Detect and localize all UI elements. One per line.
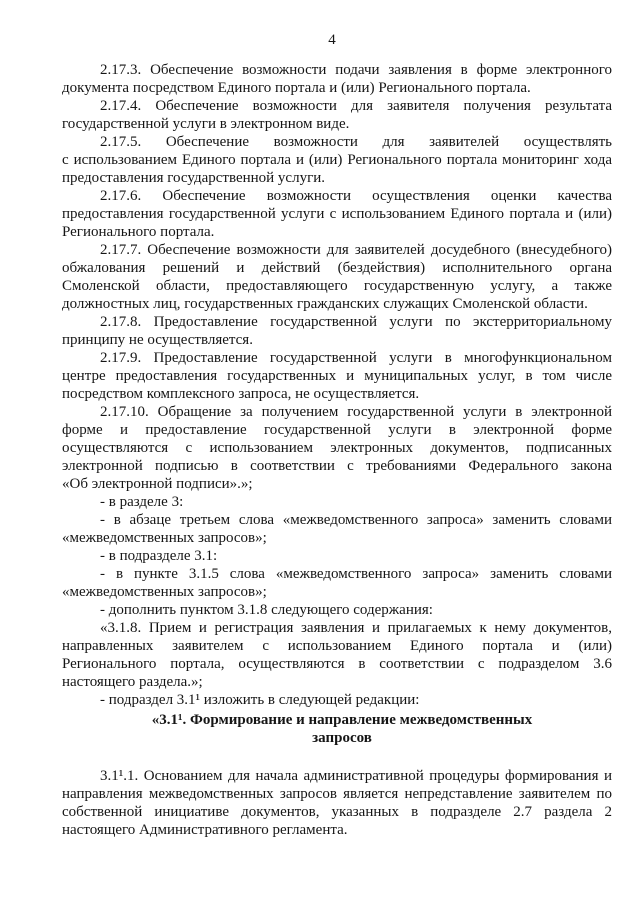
text-line: 2.17.8. Предоставление государственной услуги по экстерриториальному	[100, 314, 612, 330]
text-line: 2.17.5. Обеспечение возможности для заявителей осуществлять	[100, 134, 612, 150]
text-line: «Об электронной подписи».»;	[62, 476, 253, 492]
paragraph-2-17-8	[62, 313, 612, 349]
text-line: настоящего Административного регламента.	[62, 822, 348, 838]
text-line: предоставления государственной услуги.	[62, 170, 326, 186]
heading-line: «3.1¹. Формирование и направление межведомственных	[151, 712, 533, 728]
text-line: должностных лиц, государственных гражданских служащих Смоленской области.	[62, 296, 588, 312]
text-line: 2.17.10. Обращение за получением государственной услуги в электронной	[100, 404, 612, 420]
text-line: - подраздел 3.1¹ изложить в следующей редакции:	[100, 692, 420, 708]
text-line: 2.17.6. Обеспечение возможности осуществления оценки качества	[100, 188, 612, 204]
amendment-add-point	[62, 601, 612, 619]
text-line: 2.17.9. Предоставление государственной услуги в многофункциональном	[100, 350, 612, 366]
paragraph-2-17-3	[62, 61, 612, 97]
text-line: документа посредством Единого портала и (или) Регионального портала.	[62, 80, 531, 96]
text-line: электронной подписью в соответствии с требованиями Федерального закона	[62, 458, 612, 474]
paragraph-3-1-1-1	[62, 767, 612, 839]
text-line: обжалования решений и действий (бездействия) исполнительного органа	[62, 260, 612, 276]
text-line: - в подразделе 3.1:	[100, 548, 218, 564]
document-body	[62, 61, 612, 839]
text-line: Регионального портала.	[62, 224, 215, 240]
text-line: «межведомственных запросов»;	[62, 584, 267, 600]
text-line: «3.1.8. Прием и регистрация заявления и прилагаемых к нему документов,	[100, 620, 612, 636]
paragraph-2-17-9	[62, 349, 612, 403]
text-line: направления межведомственных запросов является непредставление заявителем по	[62, 786, 612, 802]
text-line: государственной услуги в электронном виде.	[62, 116, 350, 132]
paragraph-3-1-8	[62, 619, 612, 691]
text-line: посредством комплексного запроса, не осуществляется.	[62, 386, 420, 402]
paragraph-2-17-6	[62, 187, 612, 241]
text-line: Регионального портала, осуществляются в соответствии с подразделом 3.6	[62, 656, 612, 672]
text-line: центре предоставления государственных и муниципальных услуг, в том числе	[62, 368, 612, 384]
text-line: - в абзаце третьем слова «межведомственного запроса» заменить словами	[100, 512, 612, 528]
text-line: - в разделе 3:	[100, 494, 184, 510]
text-line: с использованием Единого портала и (или) Регионального портала мониторинг хода	[62, 152, 612, 168]
text-line: «межведомственных запросов»;	[62, 530, 267, 546]
text-line: предоставления государственной услуги с использованием Единого портала и (или)	[62, 206, 612, 222]
text-line: осуществляются с использованием электронных документов, подписанных	[62, 440, 612, 456]
amendment-point-3-1-5	[62, 565, 612, 601]
text-line: принципу не осуществляется.	[62, 332, 253, 348]
page-number: 4	[328, 32, 336, 48]
text-line: форме и предоставление государственной услуги в электронной форме	[62, 422, 612, 438]
section-heading	[62, 711, 612, 747]
text-line: 2.17.7. Обеспечение возможности для заявителей досудебного (внесудебного)	[100, 242, 612, 258]
paragraph-2-17-10	[62, 403, 612, 493]
text-line: - дополнить пунктом 3.1.8 следующего содержания:	[100, 602, 433, 618]
text-line: 2.17.4. Обеспечение возможности для заявителя получения результата	[100, 98, 612, 114]
paragraph-2-17-4	[62, 97, 612, 133]
text-line: - в пункте 3.1.5 слова «межведомственного запроса» заменить словами	[100, 566, 612, 582]
text-line: направленных заявителем с использованием Единого портала и (или)	[62, 638, 612, 654]
paragraph-2-17-7	[62, 241, 612, 313]
text-line: Смоленской области, предоставляющего государственную услугу, а также	[62, 278, 612, 294]
amendment-subsection-3-1-1	[62, 691, 612, 709]
amendment-paragraph-3	[62, 511, 612, 547]
heading-line: запросов	[312, 730, 372, 746]
amendment-subsection-3-1	[62, 547, 612, 565]
text-line: настоящего раздела.»;	[62, 674, 203, 690]
text-line: 2.17.3. Обеспечение возможности подачи заявления в форме электронного	[100, 62, 612, 78]
text-line: собственной инициативе документов, указанных в подразделе 2.7 раздела 2	[62, 804, 612, 820]
text-line: 3.1¹.1. Основанием для начала административной процедуры формирования и	[100, 768, 612, 784]
amendment-section-3	[62, 493, 612, 511]
paragraph-2-17-5	[62, 133, 612, 187]
